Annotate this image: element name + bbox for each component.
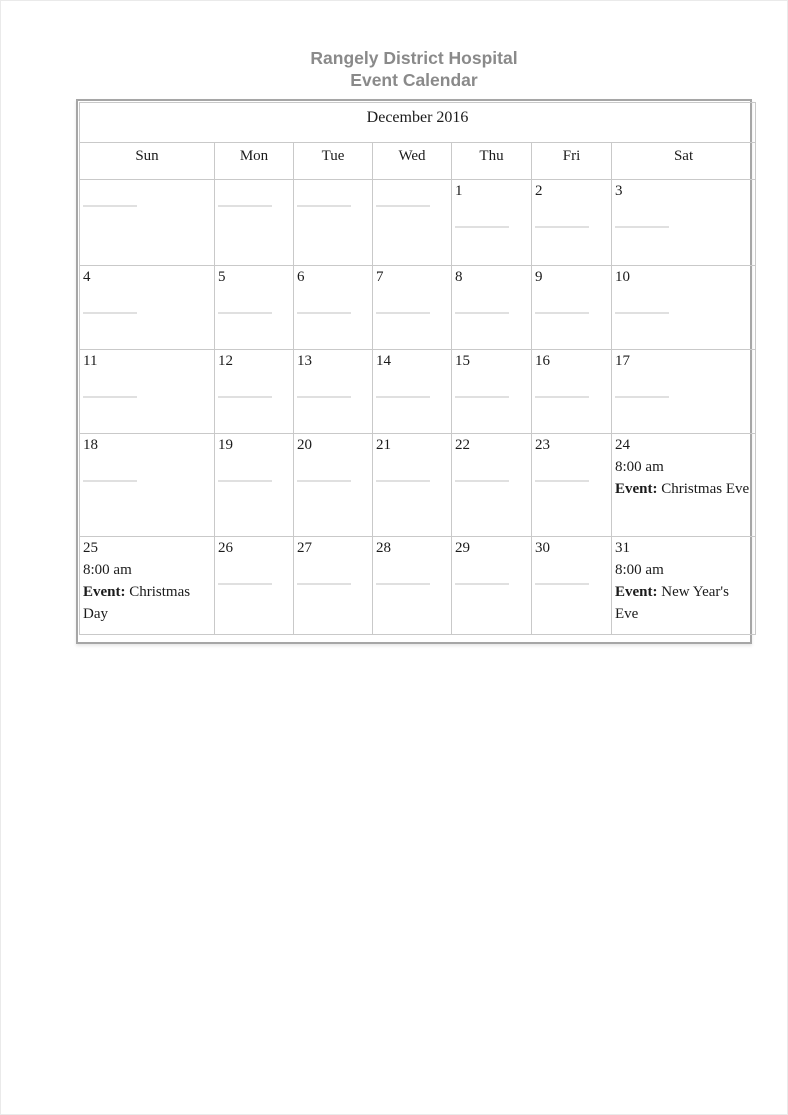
day-number: 13 (297, 353, 312, 369)
day-cell-empty (215, 180, 294, 266)
event-label: Event: (615, 481, 658, 497)
day-header-wed: Wed (373, 143, 452, 180)
day-number: 19 (218, 437, 233, 453)
event-description: Event: Christmas Day (83, 584, 191, 622)
blank-event-line (376, 205, 430, 207)
day-cell-empty (294, 180, 373, 266)
day-cell-empty (80, 180, 215, 266)
day-cell-27 (294, 537, 373, 635)
week-row (80, 180, 756, 266)
day-number: 23 (535, 437, 550, 453)
blank-event-line (83, 205, 137, 207)
week-row (80, 434, 756, 537)
day-cell-30 (532, 537, 612, 635)
day-cell-10 (612, 266, 756, 350)
blank-event-line (455, 396, 509, 398)
blank-event-line (83, 480, 137, 482)
blank-event-line (297, 312, 351, 314)
page-title (76, 48, 752, 91)
blank-event-line (615, 312, 669, 314)
blank-event-line (218, 583, 272, 585)
day-number: 5 (218, 269, 226, 285)
day-header-mon: Mon (215, 143, 294, 180)
blank-event-line (218, 205, 272, 207)
day-number: 12 (218, 353, 233, 369)
day-number: 22 (455, 437, 470, 453)
day-cell-20 (294, 434, 373, 537)
day-cell-1 (452, 180, 532, 266)
day-header-sun: Sun (80, 143, 215, 180)
day-cell-24 (612, 434, 756, 537)
week-row (80, 350, 756, 434)
blank-event-line (376, 480, 430, 482)
day-cell-31 (612, 537, 756, 635)
event-calendar (76, 99, 752, 644)
day-number: 16 (535, 353, 550, 369)
day-number: 18 (83, 437, 98, 453)
title-line-2: Event Calendar (350, 69, 478, 90)
day-number: 2 (535, 183, 543, 199)
blank-event-line (218, 312, 272, 314)
day-number: 31 (615, 540, 630, 556)
blank-event-line (297, 396, 351, 398)
blank-event-line (218, 480, 272, 482)
day-number: 24 (615, 437, 630, 453)
blank-event-line (535, 312, 589, 314)
event-description: Event: Christmas Eve (615, 481, 750, 497)
day-number: 28 (376, 540, 391, 556)
blank-event-line (376, 312, 430, 314)
day-cell-29 (452, 537, 532, 635)
day-cell-25 (80, 537, 215, 635)
day-number: 26 (218, 540, 233, 556)
day-cell-11 (80, 350, 215, 434)
day-cell-3 (612, 180, 756, 266)
calendar-table (79, 102, 756, 635)
blank-event-line (535, 396, 589, 398)
day-header-thu: Thu (452, 143, 532, 180)
blank-event-line (455, 480, 509, 482)
day-cell-19 (215, 434, 294, 537)
day-header-fri: Fri (532, 143, 612, 180)
day-header-sat: Sat (612, 143, 756, 180)
day-number: 9 (535, 269, 543, 285)
week-row (80, 537, 756, 635)
blank-event-line (376, 396, 430, 398)
day-number: 29 (455, 540, 470, 556)
day-number: 17 (615, 353, 630, 369)
day-cell-9 (532, 266, 612, 350)
event-description: Event: New Year's Eve (615, 584, 729, 622)
event-label: Event: (83, 584, 126, 600)
day-cell-26 (215, 537, 294, 635)
day-number: 1 (455, 183, 463, 199)
day-cell-2 (532, 180, 612, 266)
day-number: 27 (297, 540, 312, 556)
day-number: 15 (455, 353, 470, 369)
week-row (80, 266, 756, 350)
event-label: Event: (615, 584, 658, 600)
event-time: 8:00 am (615, 562, 664, 578)
blank-event-line (297, 480, 351, 482)
day-number: 30 (535, 540, 550, 556)
month-title-row (80, 103, 756, 143)
blank-event-line (83, 396, 137, 398)
day-cell-8 (452, 266, 532, 350)
blank-event-line (455, 583, 509, 585)
day-number: 20 (297, 437, 312, 453)
day-number: 4 (83, 269, 91, 285)
day-cell-13 (294, 350, 373, 434)
event-time: 8:00 am (615, 459, 664, 475)
blank-event-line (455, 226, 509, 228)
day-number: 3 (615, 183, 623, 199)
day-cell-15 (452, 350, 532, 434)
event-time: 8:00 am (83, 562, 132, 578)
day-cell-23 (532, 434, 612, 537)
title-line-1: Rangely District Hospital (310, 48, 518, 68)
day-cell-empty (373, 180, 452, 266)
blank-event-line (615, 226, 669, 228)
day-cell-17 (612, 350, 756, 434)
blank-event-line (83, 312, 137, 314)
month-title: December 2016 (80, 103, 756, 143)
blank-event-line (535, 583, 589, 585)
day-number: 11 (83, 353, 98, 369)
day-cell-16 (532, 350, 612, 434)
blank-event-line (615, 396, 669, 398)
day-cell-6 (294, 266, 373, 350)
calendar-body (80, 180, 756, 635)
day-cell-21 (373, 434, 452, 537)
day-cell-22 (452, 434, 532, 537)
blank-event-line (218, 396, 272, 398)
day-cell-7 (373, 266, 452, 350)
day-number: 10 (615, 269, 630, 285)
day-cell-14 (373, 350, 452, 434)
blank-event-line (297, 583, 351, 585)
blank-event-line (535, 480, 589, 482)
blank-event-line (297, 205, 351, 207)
day-number: 21 (376, 437, 391, 453)
day-cell-5 (215, 266, 294, 350)
day-number: 7 (376, 269, 384, 285)
blank-event-line (376, 583, 430, 585)
day-header-row (80, 143, 756, 180)
day-cell-4 (80, 266, 215, 350)
blank-event-line (535, 226, 589, 228)
day-header-tue: Tue (294, 143, 373, 180)
day-cell-12 (215, 350, 294, 434)
day-number: 6 (297, 269, 305, 285)
day-number: 14 (376, 353, 391, 369)
day-cell-18 (80, 434, 215, 537)
day-number: 25 (83, 540, 98, 556)
blank-event-line (455, 312, 509, 314)
day-number: 8 (455, 269, 463, 285)
day-cell-28 (373, 537, 452, 635)
